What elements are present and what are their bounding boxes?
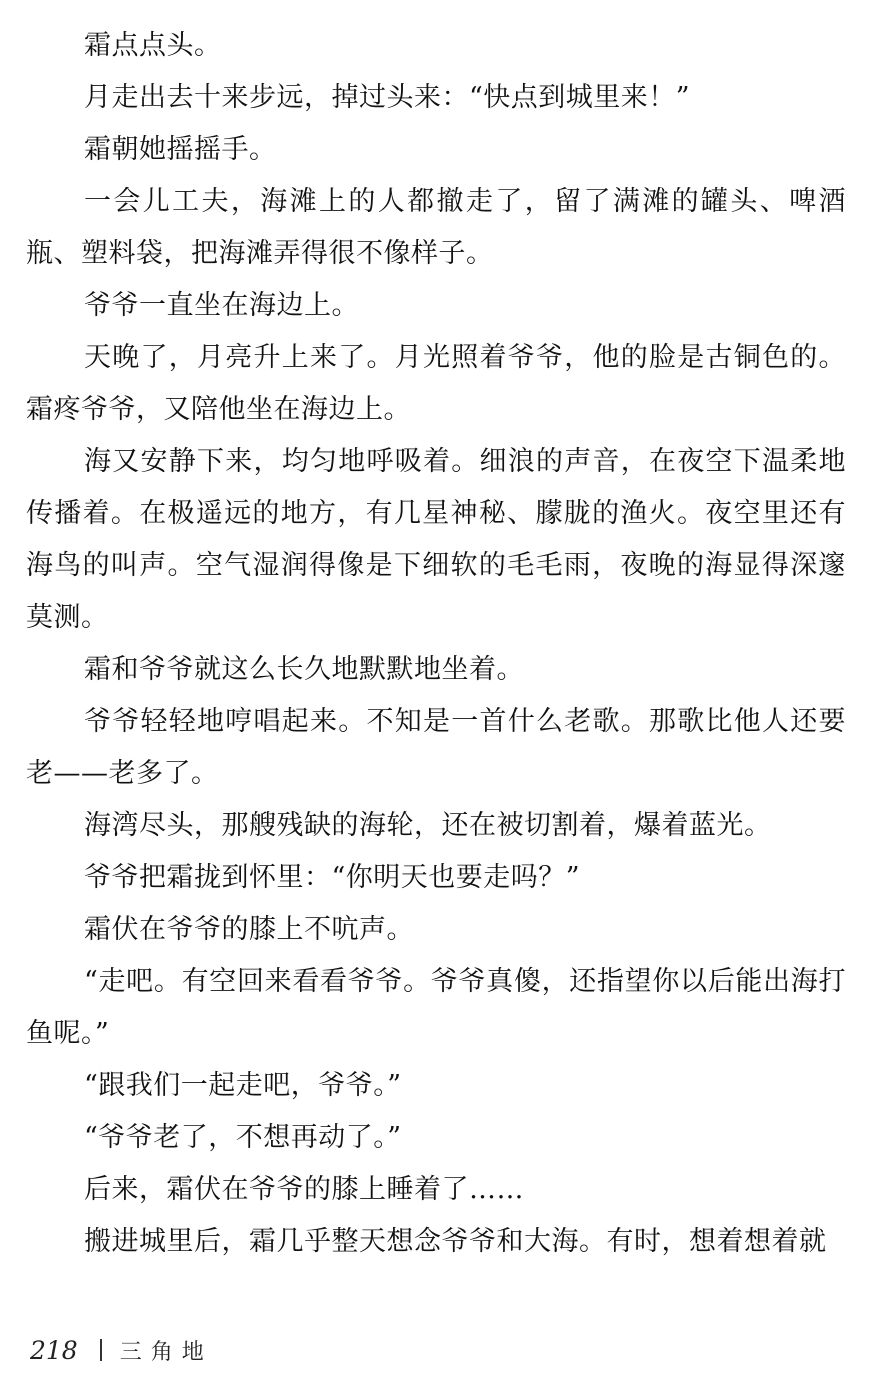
paragraph: 爷爷把霜拢到怀里：“你明天也要走吗？” — [84, 862, 581, 893]
paragraph: 海湾尽头，那艘残缺的海轮，还在被切割着，爆着蓝光。 — [84, 810, 772, 841]
paragraph: 一会儿工夫，海滩上的人都撤走了，留了满滩的罐头、啤酒瓶、塑料袋，把海滩弄得很不像样子。 — [26, 186, 846, 269]
paragraph: 霜和爷爷就这么长久地默默地坐着。 — [84, 654, 524, 685]
body-text — [26, 20, 846, 1268]
page-footer — [30, 1330, 213, 1370]
page-number: 218 — [30, 1335, 78, 1365]
paragraph: “跟我们一起走吧，爷爷。” — [84, 1070, 402, 1101]
paragraph: “走吧。有空回来看看爷爷。爷爷真傻，还指望你以后能出海打鱼呢。” — [26, 966, 846, 1049]
paragraph: 月走出去十来步远，掉过头来：“快点到城里来！” — [84, 82, 691, 113]
running-title: 三角地 — [119, 1339, 213, 1365]
paragraph: 海又安静下来，均匀地呼吸着。细浪的声音，在夜空下温柔地传播着。在极遥远的地方，有几星神秘、朦胧的渔火。夜空里还有海鸟的叫声。空气湿润得像是下细软的毛毛雨，夜晚的海显得深邃莫测。 — [26, 446, 846, 633]
paragraph: 霜点点头。 — [84, 30, 222, 61]
footer-divider — [100, 1339, 102, 1361]
paragraph: 搬进城里后，霜几乎整天想念爷爷和大海。有时，想着想着就 — [84, 1226, 827, 1257]
paragraph: 后来，霜伏在爷爷的膝上睡着了…… — [84, 1174, 524, 1205]
paragraph: 霜伏在爷爷的膝上不吭声。 — [84, 914, 414, 945]
paragraph: 爷爷一直坐在海边上。 — [84, 290, 359, 321]
paragraph: 霜朝她摇摇手。 — [84, 134, 277, 165]
paragraph: “爷爷老了，不想再动了。” — [84, 1122, 402, 1153]
paragraph: 天晚了，月亮升上来了。月光照着爷爷，他的脸是古铜色的。霜疼爷爷，又陪他坐在海边上。 — [26, 342, 846, 425]
paragraph: 爷爷轻轻地哼唱起来。不知是一首什么老歌。那歌比他人还要老——老多了。 — [26, 706, 846, 789]
